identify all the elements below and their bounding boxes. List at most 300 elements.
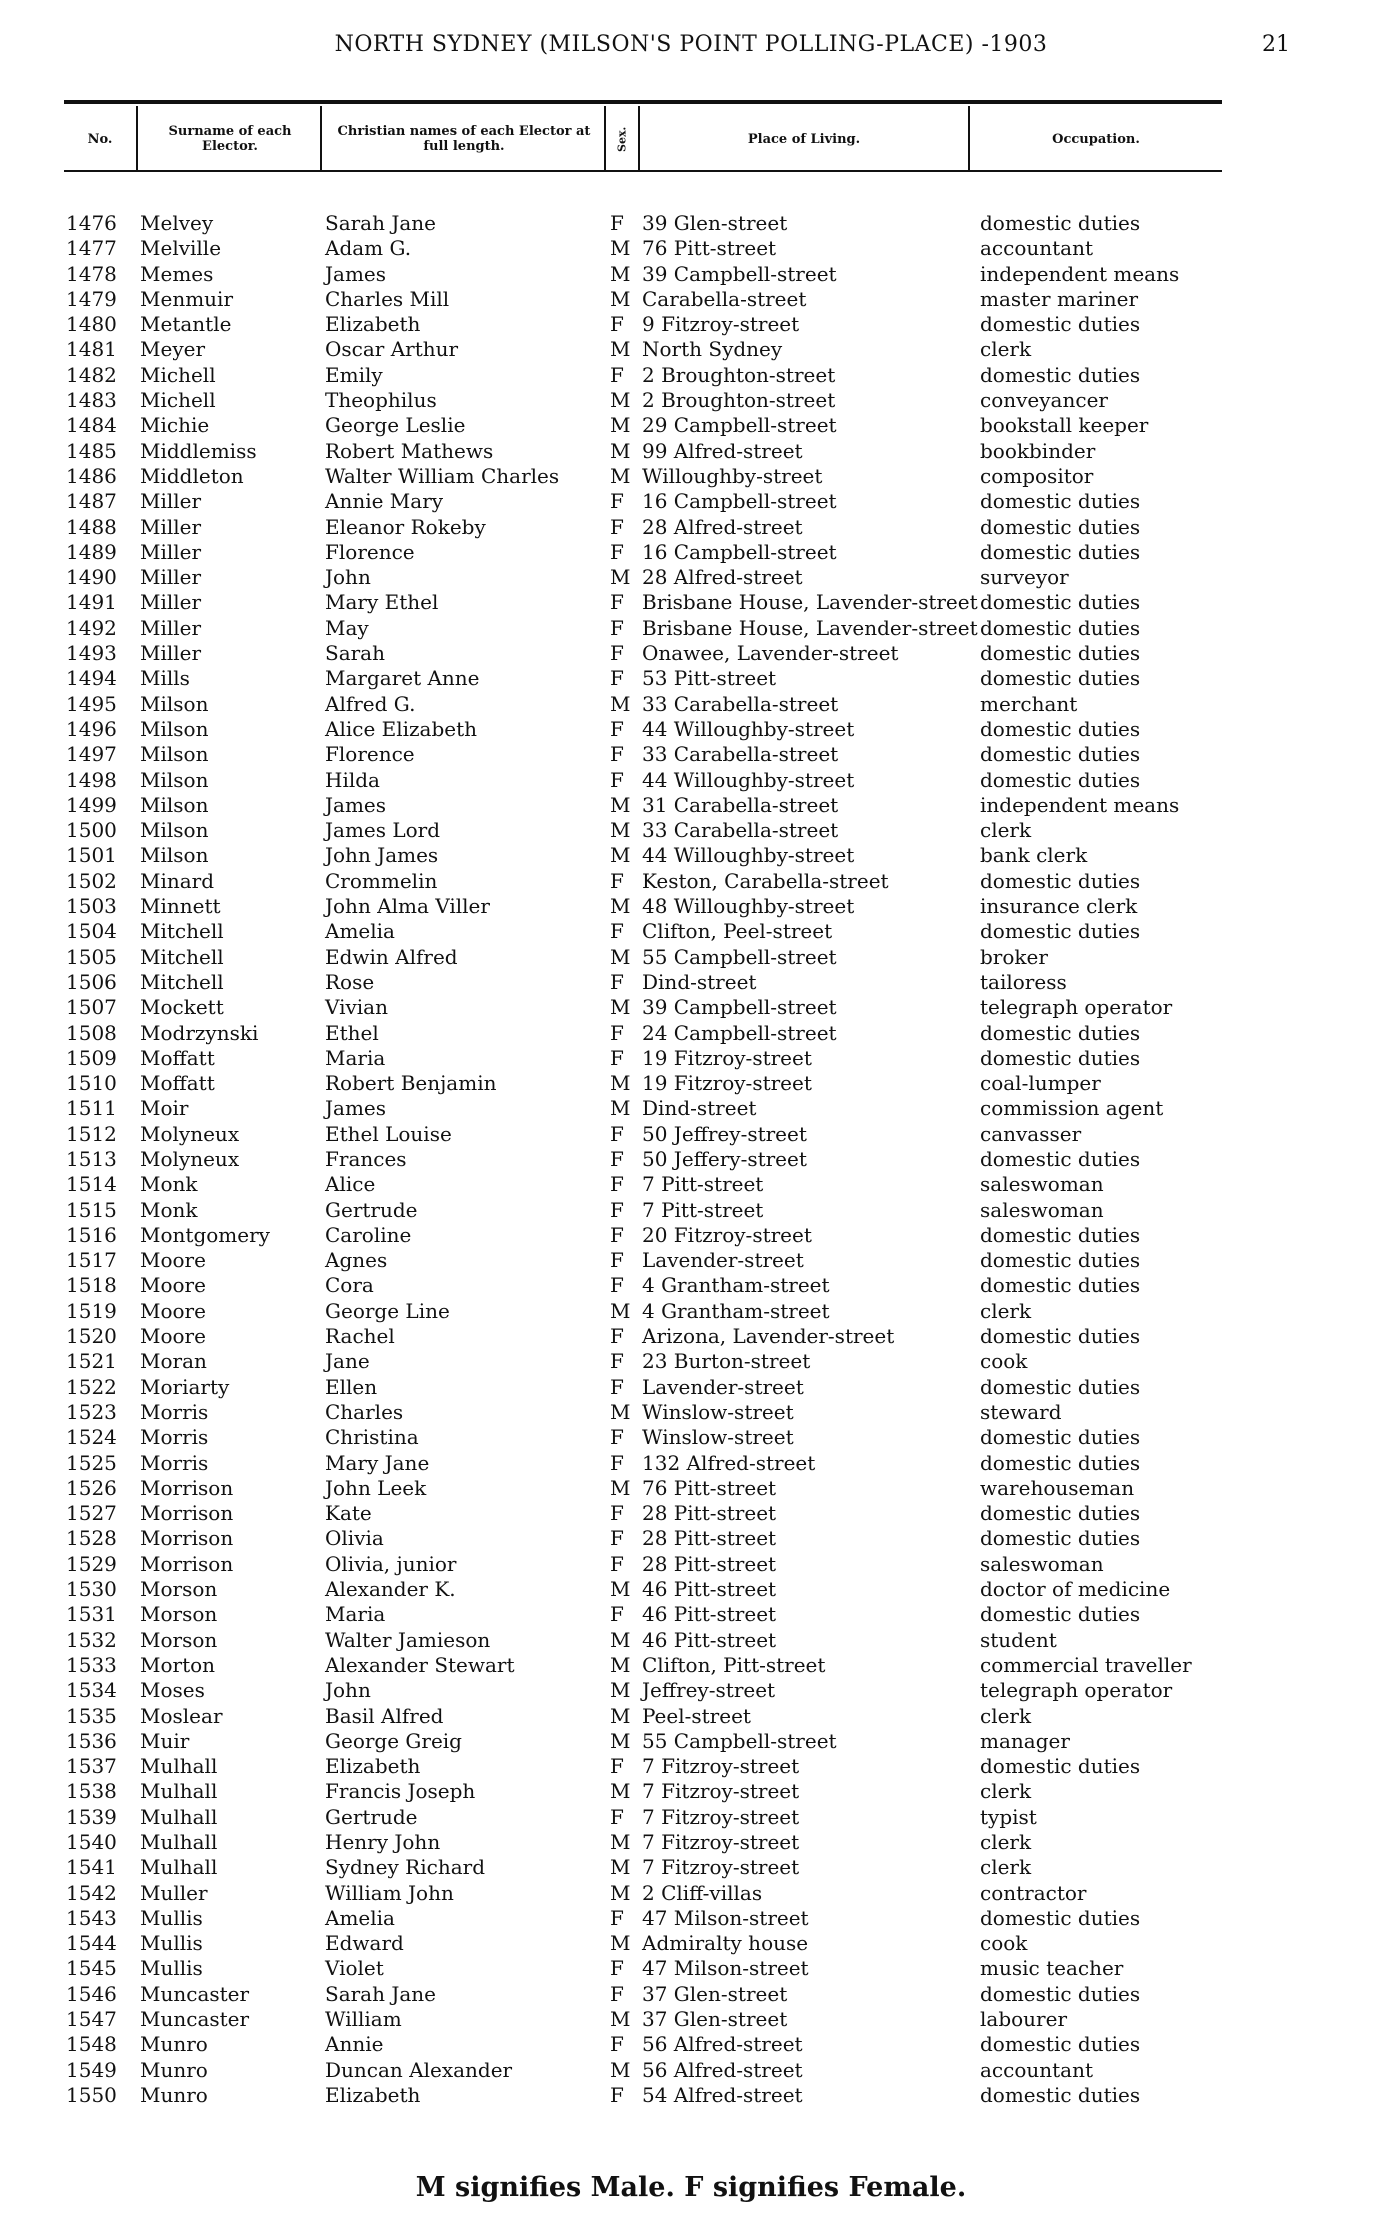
elector-occupation: coal-lumper xyxy=(980,1071,1101,1096)
elector-surname: Moffatt xyxy=(140,1071,215,1096)
elector-occupation: domestic duties xyxy=(980,2032,1141,2057)
elector-occupation: independent means xyxy=(980,261,1180,286)
elector-christian-names: George Leslie xyxy=(325,413,466,438)
elector-sex: F xyxy=(610,1172,624,1197)
table-row xyxy=(0,1805,1382,1830)
elector-surname: Mullis xyxy=(140,1905,203,1930)
elector-sex: M xyxy=(610,1071,631,1096)
table-row xyxy=(0,945,1382,970)
table-row xyxy=(0,1653,1382,1678)
elector-surname: Miller xyxy=(140,641,202,666)
elector-sex: F xyxy=(610,312,624,337)
elector-surname: Mills xyxy=(140,666,190,691)
elector-occupation: labourer xyxy=(980,2007,1068,2032)
elector-place-of-living: 55 Campbell-street xyxy=(642,1728,837,1753)
table-row xyxy=(0,818,1382,843)
elector-occupation: domestic duties xyxy=(980,489,1141,514)
elector-number: 1522 xyxy=(66,1374,117,1399)
table-row xyxy=(0,2058,1382,2083)
elector-occupation: domestic duties xyxy=(980,211,1141,235)
elector-number: 1477 xyxy=(66,236,117,261)
elector-sex: M xyxy=(610,1703,631,1728)
elector-surname: Memes xyxy=(140,261,214,286)
elector-surname: Molyneux xyxy=(140,1146,240,1171)
elector-place-of-living: Keston, Carabella-street xyxy=(642,868,889,893)
column-header-occupation: Occupation. xyxy=(1052,131,1140,147)
elector-place-of-living: Lavender-street xyxy=(642,1374,804,1399)
elector-sex: F xyxy=(610,1146,624,1171)
elector-occupation: domestic duties xyxy=(980,1981,1141,2006)
elector-occupation: domestic duties xyxy=(980,1450,1141,1475)
elector-number: 1502 xyxy=(66,868,117,893)
elector-christian-names: Alexander K. xyxy=(325,1577,456,1602)
elector-place-of-living: 37 Glen-street xyxy=(642,2007,788,2032)
elector-occupation: domestic duties xyxy=(980,1045,1141,1070)
table-row xyxy=(0,1501,1382,1526)
elector-occupation: telegraph operator xyxy=(980,995,1173,1020)
elector-number: 1545 xyxy=(66,1956,117,1981)
elector-occupation: warehouseman xyxy=(980,1475,1135,1500)
elector-sex: F xyxy=(610,1981,624,2006)
elector-place-of-living: 39 Glen-street xyxy=(642,211,788,235)
elector-sex: F xyxy=(610,1121,624,1146)
table-row xyxy=(0,312,1382,337)
table-row xyxy=(0,692,1382,717)
elector-number: 1476 xyxy=(66,211,117,235)
column-header-christian-names: Christian names of each Elector at full length. xyxy=(337,124,591,154)
elector-occupation: domestic duties xyxy=(980,1222,1141,1247)
elector-occupation: saleswoman xyxy=(980,1197,1104,1222)
elector-occupation: domestic duties xyxy=(980,767,1141,792)
elector-sex: M xyxy=(610,1475,631,1500)
elector-surname: Mulhall xyxy=(140,1804,218,1829)
elector-place-of-living: 132 Alfred-street xyxy=(642,1450,816,1475)
elector-christian-names: Annie xyxy=(325,2032,384,2057)
elector-christian-names: Adam G. xyxy=(325,236,412,261)
elector-surname: Monk xyxy=(140,1172,198,1197)
elector-christian-names: Annie Mary xyxy=(325,489,444,514)
elector-christian-names: Rachel xyxy=(325,1324,395,1349)
elector-christian-names: Maria xyxy=(325,1602,386,1627)
elector-christian-names: May xyxy=(325,615,369,640)
elector-place-of-living: Brisbane House, Lavender-street xyxy=(642,590,978,615)
table-row xyxy=(0,1729,1382,1754)
elector-surname: Morris xyxy=(140,1399,209,1424)
elector-christian-names: Walter William Charles xyxy=(325,463,560,488)
elector-christian-names: Agnes xyxy=(325,1248,388,1273)
elector-christian-names: Amelia xyxy=(325,919,395,944)
column-header-no: No. xyxy=(87,131,113,147)
page-title: NORTH SYDNEY (MILSON'S POINT POLLING-PLACE) -1903 xyxy=(334,32,1048,57)
table-row xyxy=(0,1982,1382,2007)
elector-sex: F xyxy=(610,919,624,944)
table-row xyxy=(0,1881,1382,1906)
elector-surname: Mullis xyxy=(140,1931,203,1956)
elector-number: 1511 xyxy=(66,1096,117,1121)
table-row xyxy=(0,1602,1382,1627)
elector-christian-names: Alice Elizabeth xyxy=(325,716,478,741)
elector-surname: Morson xyxy=(140,1627,218,1652)
elector-christian-names: Emily xyxy=(325,362,383,387)
elector-occupation: clerk xyxy=(980,1855,1032,1880)
elector-surname: Moses xyxy=(140,1678,205,1703)
elector-sex: M xyxy=(610,1399,631,1424)
elector-number: 1528 xyxy=(66,1526,117,1551)
elector-sex: M xyxy=(610,818,631,843)
elector-occupation: steward xyxy=(980,1399,1062,1424)
elector-occupation: contractor xyxy=(980,1880,1087,1905)
column-divider xyxy=(136,106,138,170)
elector-occupation: commercial traveller xyxy=(980,1652,1192,1677)
elector-occupation: doctor of medicine xyxy=(980,1577,1171,1602)
elector-christian-names: Charles Mill xyxy=(325,286,450,311)
elector-surname: Morrison xyxy=(140,1501,234,1526)
elector-surname: Miller xyxy=(140,615,202,640)
elector-occupation: domestic duties xyxy=(980,919,1141,944)
table-row xyxy=(0,641,1382,666)
elector-place-of-living: 7 Fitzroy-street xyxy=(642,1754,800,1779)
elector-sex: F xyxy=(610,1450,624,1475)
table-row xyxy=(0,1906,1382,1931)
elector-occupation: telegraph operator xyxy=(980,1678,1173,1703)
elector-sex: F xyxy=(610,489,624,514)
elector-surname: Morson xyxy=(140,1602,218,1627)
elector-number: 1527 xyxy=(66,1501,117,1526)
elector-occupation: bank clerk xyxy=(980,843,1088,868)
elector-number: 1532 xyxy=(66,1627,117,1652)
elector-surname: Mulhall xyxy=(140,1830,218,1854)
table-row xyxy=(0,1526,1382,1551)
elector-surname: Mitchell xyxy=(140,944,224,969)
elector-occupation: cook xyxy=(980,1931,1028,1956)
table-row xyxy=(0,1451,1382,1476)
table-row xyxy=(0,869,1382,894)
elector-place-of-living: Clifton, Peel-street xyxy=(642,919,833,944)
elector-place-of-living: Lavender-street xyxy=(642,1248,804,1273)
elector-surname: Michell xyxy=(140,388,216,413)
elector-christian-names: John Alma Viller xyxy=(325,894,490,919)
elector-occupation: domestic duties xyxy=(980,1754,1141,1779)
table-row xyxy=(0,1172,1382,1197)
elector-place-of-living: 99 Alfred-street xyxy=(642,438,803,463)
elector-sex: F xyxy=(610,1905,624,1930)
elector-christian-names: Olivia, junior xyxy=(325,1551,457,1576)
elector-number: 1546 xyxy=(66,1981,117,2006)
elector-place-of-living: 23 Burton-street xyxy=(642,1349,811,1374)
elector-christian-names: Sarah Jane xyxy=(325,1981,437,2006)
elector-place-of-living: 19 Fitzroy-street xyxy=(642,1071,812,1096)
elector-place-of-living: 33 Carabella-street xyxy=(642,818,839,843)
elector-number: 1540 xyxy=(66,1830,117,1854)
elector-place-of-living: 47 Milson-street xyxy=(642,1905,809,1930)
elector-number: 1484 xyxy=(66,413,117,438)
elector-sex: F xyxy=(610,2032,624,2057)
elector-surname: Miller xyxy=(140,489,202,514)
elector-place-of-living: Dind-street xyxy=(642,969,757,994)
elector-sex: M xyxy=(610,1096,631,1121)
elector-christian-names: George Greig xyxy=(325,1728,462,1753)
elector-sex: M xyxy=(610,1678,631,1703)
elector-surname: Modrzynski xyxy=(140,1020,259,1045)
elector-place-of-living: 20 Fitzroy-street xyxy=(642,1222,812,1247)
elector-number: 1530 xyxy=(66,1577,117,1602)
elector-place-of-living: 33 Carabella-street xyxy=(642,691,839,716)
elector-place-of-living: 50 Jeffery-street xyxy=(642,1146,807,1171)
table-row xyxy=(0,1273,1382,1298)
table-row xyxy=(0,970,1382,995)
elector-place-of-living: Carabella-street xyxy=(642,286,807,311)
elector-sex: F xyxy=(610,1804,624,1829)
elector-occupation: domestic duties xyxy=(980,716,1141,741)
elector-occupation: domestic duties xyxy=(980,868,1141,893)
elector-sex: M xyxy=(610,1880,631,1905)
elector-sex: F xyxy=(610,1602,624,1627)
elector-surname: Milson xyxy=(140,716,209,741)
elector-surname: Milson xyxy=(140,792,209,817)
elector-place-of-living: 28 Pitt-street xyxy=(642,1551,777,1576)
elector-surname: Munro xyxy=(140,2082,208,2107)
elector-christian-names: Frances xyxy=(325,1146,407,1171)
elector-sex: F xyxy=(610,2082,624,2107)
elector-number: 1493 xyxy=(66,641,117,666)
elector-sex: F xyxy=(610,742,624,767)
elector-surname: Milson xyxy=(140,742,209,767)
table-row xyxy=(0,1552,1382,1577)
table-row xyxy=(0,337,1382,362)
elector-sex: M xyxy=(610,1627,631,1652)
elector-number: 1479 xyxy=(66,286,117,311)
elector-occupation: domestic duties xyxy=(980,1248,1141,1273)
elector-christian-names: Edward xyxy=(325,1931,404,1956)
elector-christian-names: Christina xyxy=(325,1425,419,1450)
table-row xyxy=(0,894,1382,919)
elector-occupation: manager xyxy=(980,1728,1070,1753)
elector-occupation: domestic duties xyxy=(980,1146,1141,1171)
table-row xyxy=(0,1678,1382,1703)
elector-christian-names: William xyxy=(325,2007,402,2032)
elector-number: 1529 xyxy=(66,1551,117,1576)
elector-sex: F xyxy=(610,1754,624,1779)
elector-occupation: domestic duties xyxy=(980,666,1141,691)
table-row xyxy=(0,515,1382,540)
elector-number: 1515 xyxy=(66,1197,117,1222)
elector-place-of-living: 53 Pitt-street xyxy=(642,666,777,691)
elector-christian-names: John xyxy=(325,565,371,590)
elector-surname: Michell xyxy=(140,362,216,387)
elector-sex: M xyxy=(610,1728,631,1753)
elector-christian-names: Elizabeth xyxy=(325,1754,421,1779)
table-row xyxy=(0,1122,1382,1147)
elector-place-of-living: 29 Campbell-street xyxy=(642,413,837,438)
elector-surname: Middlemiss xyxy=(140,438,257,463)
elector-christian-names: Sarah Jane xyxy=(325,211,437,235)
column-divider xyxy=(320,106,322,170)
elector-occupation: clerk xyxy=(980,337,1032,362)
table-header-rule xyxy=(64,170,1222,172)
elector-sex: M xyxy=(610,1779,631,1804)
table-row xyxy=(0,742,1382,767)
table-row xyxy=(0,413,1382,438)
elector-place-of-living: 44 Willoughby-street xyxy=(642,716,855,741)
elector-surname: Miller xyxy=(140,514,202,539)
elector-occupation: typist xyxy=(980,1804,1037,1829)
elector-occupation: saleswoman xyxy=(980,1172,1104,1197)
elector-christian-names: Violet xyxy=(325,1956,384,1981)
elector-christian-names: Edwin Alfred xyxy=(325,944,458,969)
elector-sex: M xyxy=(610,438,631,463)
elector-sex: F xyxy=(610,1273,624,1298)
elector-surname: Molyneux xyxy=(140,1121,240,1146)
elector-place-of-living: Onawee, Lavender-street xyxy=(642,641,899,666)
elector-occupation: independent means xyxy=(980,792,1180,817)
table-row xyxy=(0,540,1382,565)
elector-place-of-living: 28 Pitt-street xyxy=(642,1526,777,1551)
table-row xyxy=(0,1223,1382,1248)
elector-christian-names: Olivia xyxy=(325,1526,384,1551)
elector-christian-names: Alexander Stewart xyxy=(325,1652,515,1677)
elector-number: 1513 xyxy=(66,1146,117,1171)
table-row xyxy=(0,1704,1382,1729)
table-row xyxy=(0,2032,1382,2057)
elector-place-of-living: 2 Broughton-street xyxy=(642,362,836,387)
elector-place-of-living: 76 Pitt-street xyxy=(642,236,777,261)
elector-number: 1542 xyxy=(66,1880,117,1905)
elector-christian-names: Maria xyxy=(325,1045,386,1070)
elector-christian-names: Cora xyxy=(325,1273,374,1298)
table-row xyxy=(0,1349,1382,1374)
elector-number: 1505 xyxy=(66,944,117,969)
elector-place-of-living: 7 Fitzroy-street xyxy=(642,1855,800,1880)
elector-occupation: domestic duties xyxy=(980,1020,1141,1045)
table-row xyxy=(0,768,1382,793)
elector-sex: F xyxy=(610,1045,624,1070)
table-row xyxy=(0,1198,1382,1223)
elector-occupation: music teacher xyxy=(980,1956,1124,1981)
elector-occupation: broker xyxy=(980,944,1048,969)
elector-surname: Miller xyxy=(140,539,202,564)
elector-occupation: domestic duties xyxy=(980,362,1141,387)
elector-place-of-living: Arizona, Lavender-street xyxy=(642,1324,895,1349)
table-row xyxy=(0,1375,1382,1400)
elector-surname: Milson xyxy=(140,843,209,868)
elector-occupation: domestic duties xyxy=(980,1324,1141,1349)
elector-number: 1531 xyxy=(66,1602,117,1627)
elector-sex: F xyxy=(610,615,624,640)
elector-occupation: insurance clerk xyxy=(980,894,1138,919)
table-row xyxy=(0,464,1382,489)
elector-occupation: student xyxy=(980,1627,1057,1652)
elector-place-of-living: 16 Campbell-street xyxy=(642,539,837,564)
elector-place-of-living: 47 Milson-street xyxy=(642,1956,809,1981)
elector-christian-names: Walter Jamieson xyxy=(325,1627,491,1652)
table-row xyxy=(0,2083,1382,2108)
elector-christian-names: Eleanor Rokeby xyxy=(325,514,486,539)
elector-occupation: domestic duties xyxy=(980,1501,1141,1526)
elector-surname: Monk xyxy=(140,1197,198,1222)
elector-place-of-living: 54 Alfred-street xyxy=(642,2082,803,2107)
elector-number: 1483 xyxy=(66,388,117,413)
elector-sex: F xyxy=(610,1374,624,1399)
elector-place-of-living: Winslow-street xyxy=(642,1399,794,1424)
elector-occupation: domestic duties xyxy=(980,615,1141,640)
elector-christian-names: Sydney Richard xyxy=(325,1855,485,1880)
elector-occupation: domestic duties xyxy=(980,590,1141,615)
elector-sex: F xyxy=(610,514,624,539)
table-row xyxy=(0,1324,1382,1349)
elector-christian-names: John Leek xyxy=(325,1475,427,1500)
elector-sex: M xyxy=(610,792,631,817)
elector-christian-names: Ethel xyxy=(325,1020,379,1045)
elector-place-of-living: 55 Campbell-street xyxy=(642,944,837,969)
elector-occupation: clerk xyxy=(980,1830,1032,1854)
elector-number: 1492 xyxy=(66,615,117,640)
elector-surname: Moslear xyxy=(140,1703,223,1728)
elector-sex: F xyxy=(610,1425,624,1450)
elector-place-of-living: Clifton, Pitt-street xyxy=(642,1652,826,1677)
elector-place-of-living: 2 Cliff-villas xyxy=(642,1880,763,1905)
elector-occupation: domestic duties xyxy=(980,1374,1141,1399)
elector-surname: Moore xyxy=(140,1248,206,1273)
elector-christian-names: John James xyxy=(325,843,439,868)
elector-surname: Munro xyxy=(140,2057,208,2082)
elector-surname: Minnett xyxy=(140,894,221,919)
elector-number: 1534 xyxy=(66,1678,117,1703)
elector-number: 1517 xyxy=(66,1248,117,1273)
table-row xyxy=(0,1577,1382,1602)
table-row xyxy=(0,793,1382,818)
elector-christian-names: Henry John xyxy=(325,1830,441,1854)
elector-occupation: domestic duties xyxy=(980,1425,1141,1450)
elector-number: 1533 xyxy=(66,1652,117,1677)
elector-occupation: canvasser xyxy=(980,1121,1082,1146)
elector-number: 1501 xyxy=(66,843,117,868)
elector-surname: Morrison xyxy=(140,1475,234,1500)
elector-number: 1537 xyxy=(66,1754,117,1779)
elector-number: 1496 xyxy=(66,716,117,741)
table-row xyxy=(0,717,1382,742)
elector-surname: Michie xyxy=(140,413,210,438)
elector-place-of-living: 4 Grantham-street xyxy=(642,1273,830,1298)
elector-number: 1526 xyxy=(66,1475,117,1500)
elector-number: 1523 xyxy=(66,1399,117,1424)
elector-christian-names: Elizabeth xyxy=(325,2082,421,2107)
elector-sex: M xyxy=(610,1855,631,1880)
elector-occupation: conveyancer xyxy=(980,388,1108,413)
elector-place-of-living: 46 Pitt-street xyxy=(642,1602,777,1627)
elector-surname: Miller xyxy=(140,590,202,615)
elector-place-of-living: Winslow-street xyxy=(642,1425,794,1450)
elector-sex: M xyxy=(610,1830,631,1854)
elector-christian-names: Mary Jane xyxy=(325,1450,430,1475)
elector-christian-names: Ethel Louise xyxy=(325,1121,452,1146)
elector-sex: F xyxy=(610,1222,624,1247)
elector-sex: M xyxy=(610,1298,631,1323)
elector-occupation: compositor xyxy=(980,463,1094,488)
elector-surname: Mitchell xyxy=(140,969,224,994)
elector-place-of-living: 44 Willoughby-street xyxy=(642,843,855,868)
elector-sex: M xyxy=(610,413,631,438)
table-row xyxy=(0,1425,1382,1450)
elector-occupation: cook xyxy=(980,1349,1028,1374)
elector-number: 1497 xyxy=(66,742,117,767)
elector-number: 1535 xyxy=(66,1703,117,1728)
elector-number: 1508 xyxy=(66,1020,117,1045)
elector-sex: M xyxy=(610,463,631,488)
elector-surname: Muncaster xyxy=(140,1981,250,2006)
elector-place-of-living: Brisbane House, Lavender-street xyxy=(642,615,978,640)
elector-sex: M xyxy=(610,1652,631,1677)
elector-number: 1506 xyxy=(66,969,117,994)
